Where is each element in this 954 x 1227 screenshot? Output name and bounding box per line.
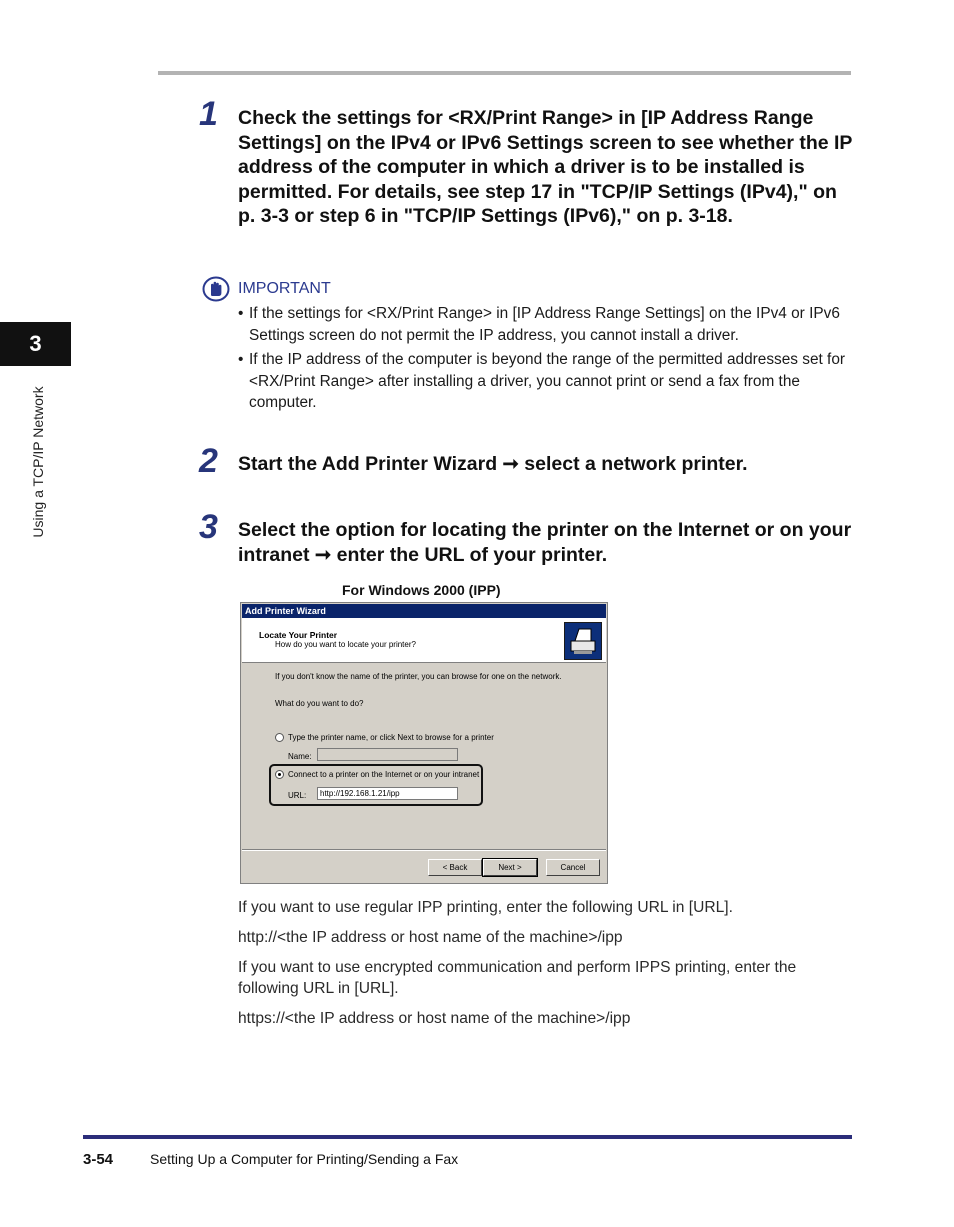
paragraph-ipp-url: http://<the IP address or host name of the machine>/ipp (238, 929, 623, 946)
chapter-tab: 3 (0, 322, 71, 366)
step-text-2: Start the Add Printer Wizard ➞ select a network printer. (238, 453, 748, 475)
name-field[interactable] (317, 748, 458, 761)
cancel-button[interactable]: Cancel (546, 859, 600, 876)
important-bullets (238, 303, 853, 417)
back-button[interactable]: < Back (428, 859, 482, 876)
next-button[interactable]: Next > (483, 859, 537, 876)
page-number: 3-54 (83, 1151, 114, 1168)
type-printer-name-radio[interactable] (275, 733, 284, 742)
step-text-3: Select the option for locating the printer on the Internet or on your intranet ➞ enter the URL of your printer. (238, 519, 852, 566)
important-bullet: • If the settings for <RX/Print Range> in [IP Address Range Settings] on the IPv4 or IPv6 Settings screen do not permit the IP address, you cannot install a driver. (238, 305, 840, 344)
add-printer-wizard-dialog (240, 602, 608, 884)
dialog-titlebar: Add Printer Wizard (242, 604, 606, 618)
paragraph-ipps-url: https://<the IP address or host name of the machine>/ipp (238, 1010, 631, 1027)
paragraph-ipp: If you want to use regular IPP printing, enter the following URL in [URL]. (238, 899, 733, 916)
dialog-intro-text: If you don't know the name of the printer, you can browse for one on the network. (275, 672, 562, 681)
connect-internet-label: Connect to a printer on the Internet or on your intranet (288, 770, 480, 779)
name-label: Name: (288, 752, 312, 761)
connect-internet-radio[interactable] (275, 770, 284, 779)
dialog-header-subtitle: How do you want to locate your printer? (275, 640, 416, 649)
top-rule (158, 71, 851, 75)
type-printer-name-label: Type the printer name, or click Next to browse for a printer (288, 733, 494, 742)
step-number-2: 2 (199, 442, 218, 480)
paragraph-ipps: If you want to use encrypted communication and perform IPPS printing, enter the following URL in [URL]. (238, 959, 797, 997)
chapter-side-label: Using a TCP/IP Network (30, 386, 46, 538)
dialog-question-text: What do you want to do? (275, 699, 364, 708)
figure-caption: For Windows 2000 (IPP) (342, 582, 501, 598)
url-field[interactable]: http://192.168.1.21/ipp (317, 787, 458, 800)
dialog-separator (242, 849, 606, 851)
important-label: IMPORTANT (238, 280, 331, 297)
printer-icon (564, 622, 602, 660)
dialog-header-title: Locate Your Printer (259, 630, 338, 640)
step-text-1: Check the settings for <RX/Print Range> in [IP Address Range Settings] on the IPv4 or IPv6 Settings screen to see whether the IP address of the computer in which a driver is to be installed is permitted. For details, see step 17 in "TCP/IP Settings (IPv4)," on p. 3-3 or step 6 in "TCP/IP Settings (IPv6)," on p. 3-18. (238, 107, 853, 228)
important-bullet: • If the IP address of the computer is beyond the range of the permitted addresses set for <RX/Print Range> after installing a driver, you cannot print or send a fax from the computer. (238, 351, 846, 411)
step-number-3: 3 (199, 508, 218, 546)
footer-title: Setting Up a Computer for Printing/Sending a Fax (150, 1151, 459, 1167)
hand-stop-icon (202, 276, 230, 302)
step-number-1: 1 (199, 95, 218, 133)
dialog-header (242, 618, 606, 663)
url-label: URL: (288, 791, 307, 800)
bottom-rule (83, 1135, 852, 1139)
